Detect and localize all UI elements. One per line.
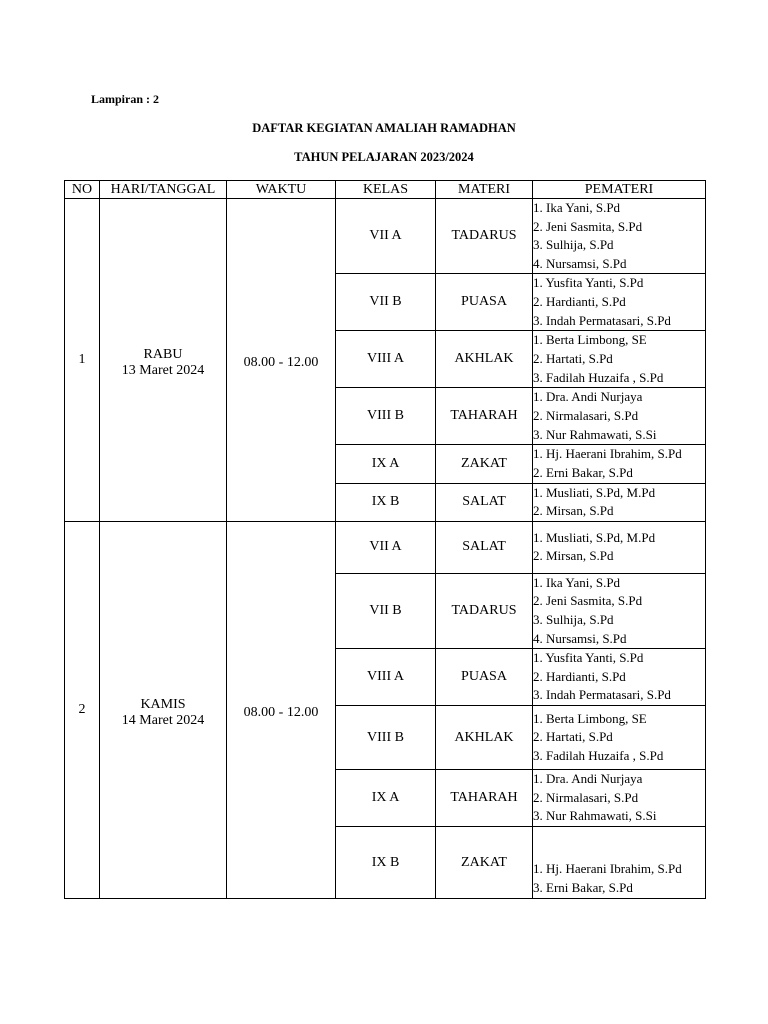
time-cell: 08.00 - 12.00 — [227, 521, 336, 898]
pemateri-item: 3. Fadilah Huzaifa , S.Pd — [533, 747, 664, 763]
materi-cell: TADARUS — [436, 199, 533, 274]
materi-cell: TADARUS — [436, 573, 533, 648]
attachment-label: Lampiran : 2 — [91, 92, 160, 106]
pemateri-item: 2. Nirmalasari, S.Pd — [533, 789, 639, 805]
day-name: RABU — [143, 346, 183, 362]
header-no: NO — [65, 181, 100, 199]
day-number: 1 — [65, 199, 100, 522]
pemateri-cell — [533, 649, 706, 706]
materi-cell: TAHARAH — [436, 388, 533, 445]
day-name: KAMIS — [140, 696, 186, 712]
pemateri-item: 4. Nursamsi, S.Pd — [533, 255, 627, 271]
kelas-cell: VII B — [336, 274, 436, 331]
kelas-cell: IX B — [336, 827, 436, 899]
pemateri-item: 3. Nur Rahmawati, S.Si — [533, 808, 657, 824]
materi-cell: SALAT — [436, 483, 533, 521]
pemateri-cell — [533, 573, 706, 648]
pemateri-item: 2. Erni Bakar, S.Pd — [533, 464, 633, 480]
pemateri-item: 2. Mirsan, S.Pd — [533, 548, 614, 564]
materi-cell: ZAKAT — [436, 827, 533, 899]
pemateri-item: 1. Dra. Andi Nurjaya — [533, 389, 643, 405]
header-materi: MATERI — [436, 181, 533, 199]
pemateri-cell — [533, 770, 706, 827]
kelas-cell: VIII B — [336, 388, 436, 445]
kelas-cell: VIII A — [336, 331, 436, 388]
kelas-cell: VIII A — [336, 649, 436, 706]
pemateri-cell — [533, 521, 706, 573]
table-row — [65, 199, 706, 274]
header-waktu: WAKTU — [227, 181, 336, 199]
pemateri-item: 1. Yusfita Yanti, S.Pd — [533, 275, 644, 291]
materi-cell: AKHLAK — [436, 706, 533, 770]
pemateri-item: 1. Ika Yani, S.Pd — [533, 200, 621, 215]
materi-cell: AKHLAK — [436, 331, 533, 388]
materi-cell: ZAKAT — [436, 445, 533, 483]
pemateri-item: 3. Indah Permatasari, S.Pd — [533, 687, 671, 703]
pemateri-cell — [533, 445, 706, 483]
pemateri-item: 2. Nirmalasari, S.Pd — [533, 407, 639, 423]
pemateri-cell — [533, 199, 706, 274]
kelas-cell: VII A — [336, 521, 436, 573]
day-number: 2 — [65, 521, 100, 898]
pemateri-item: 1. Berta Limbong, SE — [533, 332, 647, 348]
document-title: DAFTAR KEGIATAN AMALIAH RAMADHAN — [252, 121, 516, 135]
kelas-cell: VIII B — [336, 706, 436, 770]
materi-cell: SALAT — [436, 521, 533, 573]
pemateri-item: 3. Sulhija, S.Pd — [533, 611, 614, 627]
pemateri-cell — [533, 827, 706, 899]
kelas-cell: IX A — [336, 445, 436, 483]
materi-cell: PUASA — [436, 649, 533, 706]
kelas-cell: IX A — [336, 770, 436, 827]
table-header-row — [65, 181, 706, 199]
header-hari-tanggal: HARI/TANGGAL — [100, 181, 227, 199]
pemateri-cell — [533, 706, 706, 770]
materi-cell: PUASA — [436, 274, 533, 331]
document-subtitle: TAHUN PELAJARAN 2023/2024 — [294, 150, 474, 164]
pemateri-item: 2. Jeni Sasmita, S.Pd — [533, 218, 643, 234]
kelas-cell: IX B — [336, 483, 436, 521]
pemateri-cell — [533, 388, 706, 445]
day-date: 14 Maret 2024 — [121, 712, 205, 728]
pemateri-item: 3. Fadilah Huzaifa , S.Pd — [533, 369, 664, 385]
pemateri-item: 4. Nursamsi, S.Pd — [533, 630, 627, 646]
pemateri-item: 3. Nur Rahmawati, S.Si — [533, 426, 657, 442]
schedule-table — [64, 180, 706, 899]
pemateri-item: 2. Mirsan, S.Pd — [533, 503, 614, 519]
pemateri-item: 2. Hartati, S.Pd — [533, 729, 613, 745]
materi-cell: TAHARAH — [436, 770, 533, 827]
pemateri-item: 3. Erni Bakar, S.Pd — [533, 879, 633, 895]
kelas-cell: VII A — [336, 199, 436, 274]
pemateri-item: 2. Jeni Sasmita, S.Pd — [533, 593, 643, 609]
pemateri-item: 2. Hardianti, S.Pd — [533, 668, 626, 684]
pemateri-cell — [533, 331, 706, 388]
pemateri-item: 1. Hj. Haerani Ibrahim, S.Pd — [533, 446, 682, 462]
pemateri-item: 1. Berta Limbong, SE — [533, 710, 647, 726]
day-date-cell — [100, 199, 227, 522]
pemateri-cell — [533, 274, 706, 331]
kelas-cell: VII B — [336, 573, 436, 648]
time-cell: 08.00 - 12.00 — [227, 199, 336, 522]
pemateri-item: 1. Yusfita Yanti, S.Pd — [533, 650, 644, 666]
pemateri-item: 2. Hartati, S.Pd — [533, 350, 613, 366]
pemateri-item: 2. Hardianti, S.Pd — [533, 293, 626, 309]
day-date: 13 Maret 2024 — [121, 362, 205, 378]
pemateri-item: 3. Sulhija, S.Pd — [533, 237, 614, 253]
pemateri-item: 1. Hj. Haerani Ibrahim, S.Pd — [533, 860, 682, 876]
pemateri-cell — [533, 483, 706, 521]
header-pemateri: PEMATERI — [533, 181, 706, 199]
pemateri-item: 1. Musliati, S.Pd, M.Pd — [533, 484, 656, 500]
pemateri-item: 1. Musliati, S.Pd, M.Pd — [533, 529, 656, 545]
day-date-cell — [100, 521, 227, 898]
table-row — [65, 521, 706, 573]
pemateri-item: 3. Indah Permatasari, S.Pd — [533, 312, 671, 328]
pemateri-item: 1. Ika Yani, S.Pd — [533, 574, 621, 590]
header-kelas: KELAS — [336, 181, 436, 199]
pemateri-item: 1. Dra. Andi Nurjaya — [533, 771, 643, 787]
